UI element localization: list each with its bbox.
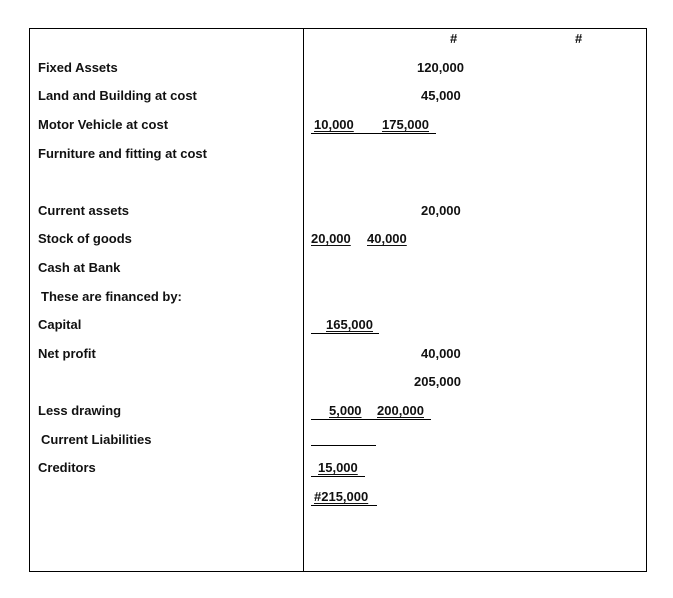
underline-motor-vehicle <box>311 133 436 134</box>
label-stock: Stock of goods <box>38 231 132 246</box>
label-motor-vehicle: Motor Vehicle at cost <box>38 117 169 132</box>
value-creditors: 15,000 <box>318 460 358 475</box>
value-motor-vehicle-b: 175,000 <box>382 117 429 132</box>
value-drawing-a: 5,000 <box>329 403 362 418</box>
underline-drawing <box>311 419 431 420</box>
label-less-drawing: Less drawing <box>38 403 122 418</box>
value-current-assets: 20,000 <box>421 203 461 218</box>
value-net-profit: 40,000 <box>421 346 461 361</box>
value-motor-vehicle-a: 10,000 <box>314 117 354 132</box>
value-stock-b: 40,000 <box>367 231 407 246</box>
value-subtotal: 205,000 <box>414 374 461 389</box>
value-land-building: 45,000 <box>421 88 461 103</box>
label-capital: Capital <box>38 317 82 332</box>
column-header-2: # <box>575 31 583 46</box>
underline-capital <box>311 333 379 334</box>
blank-line-current-liabilities <box>311 445 376 446</box>
column-divider <box>303 29 304 571</box>
value-drawing-b: 200,000 <box>377 403 424 418</box>
value-capital: 165,000 <box>326 317 373 332</box>
value-total: #215,000 <box>314 489 369 504</box>
label-cash: Cash at Bank <box>38 260 121 275</box>
value-stock-a: 20,000 <box>311 231 351 246</box>
label-land-building: Land and Building at cost <box>38 88 197 103</box>
label-fixed-assets: Fixed Assets <box>38 60 118 75</box>
underline-creditors <box>311 476 365 477</box>
label-current-liabilities: Current Liabilities <box>41 432 152 447</box>
label-creditors: Creditors <box>38 460 96 475</box>
label-net-profit: Net profit <box>38 346 96 361</box>
column-header-1: # <box>450 31 458 46</box>
balance-sheet-table <box>29 28 647 572</box>
label-financed-by: These are financed by: <box>41 289 182 304</box>
label-furniture: Furniture and fitting at cost <box>38 146 207 161</box>
label-current-assets: Current assets <box>38 203 130 218</box>
value-fixed-assets: 120,000 <box>417 60 464 75</box>
underline-total <box>311 505 377 506</box>
